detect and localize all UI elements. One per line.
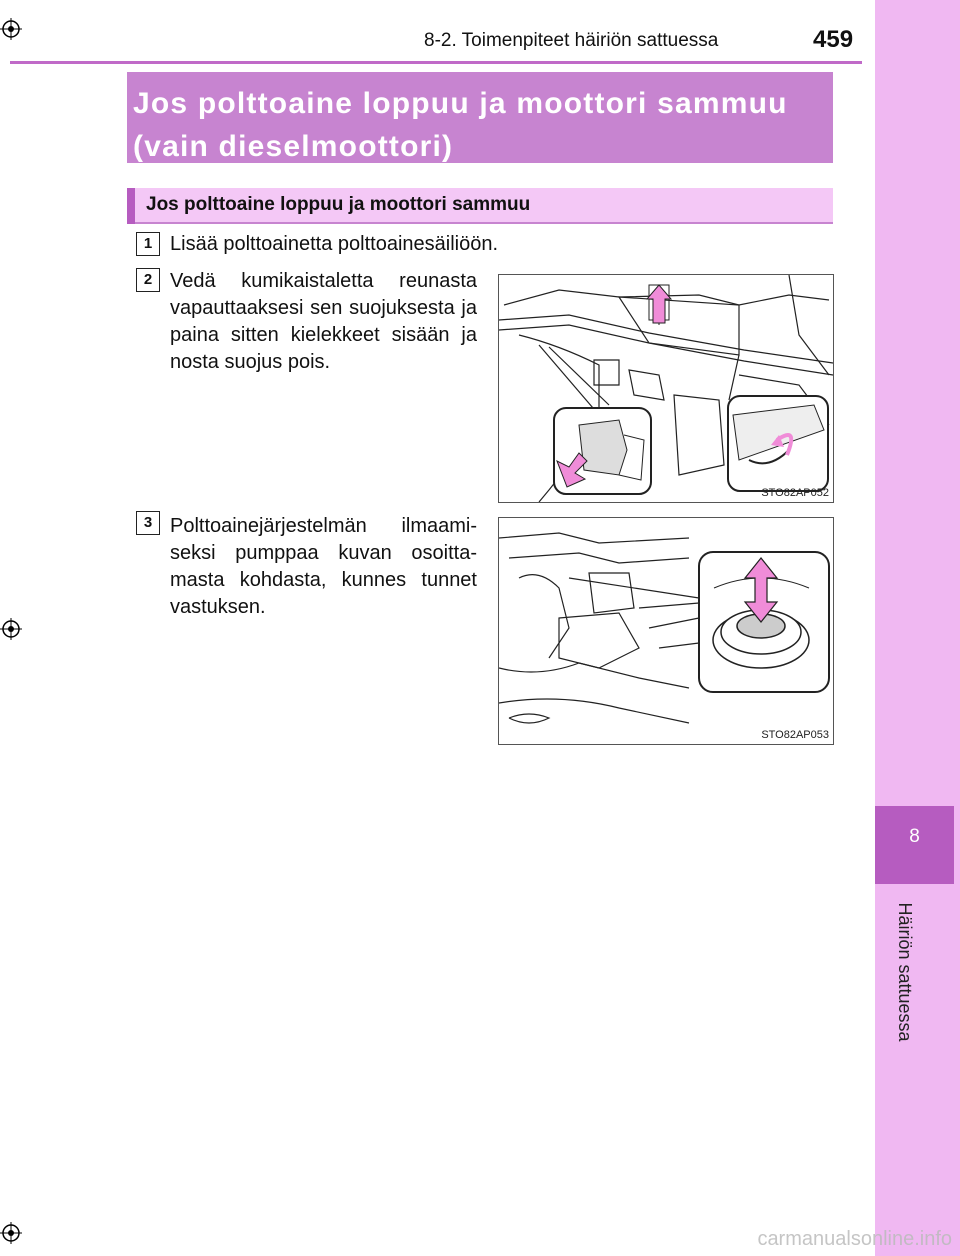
- chapter-title: Häiriön sattuessa: [895, 902, 915, 1042]
- engine-cover-clips-illustration-icon: [499, 275, 833, 502]
- page-title-line2: (vain dieselmoottori): [133, 130, 454, 163]
- subsection-title: Jos polttoaine loppuu ja moottori sammuu: [146, 194, 531, 215]
- footer-watermark: carmanualsonline.info: [757, 1228, 952, 1250]
- section-header: 8-2. Toimenpiteet häiriön sattuessa: [424, 30, 719, 51]
- step-text: Polttoainejärjestelmän ilmaami-seksi pumppaa kuvan osoitta-masta kohdasta, kunnes tunnet vastuksen.: [170, 515, 477, 618]
- fuel-priming-pump-illustration-icon: [499, 518, 833, 744]
- step-number: 3: [136, 511, 160, 535]
- registration-mark-icon: [0, 18, 22, 40]
- chapter-side-tab: [875, 0, 960, 1256]
- subsection-bar: [127, 188, 135, 224]
- registration-mark-icon: [0, 618, 22, 640]
- step-number: 1: [136, 232, 160, 256]
- page-title: [133, 82, 833, 168]
- figure-priming-pump: [498, 517, 834, 745]
- page-title-line1: Jos polttoaine loppuu ja moottori sammuu: [133, 87, 788, 120]
- figure-engine-cover: [498, 274, 834, 503]
- step-number: 2: [136, 268, 160, 292]
- registration-mark-icon: [0, 1222, 22, 1244]
- page-number: 459: [813, 26, 854, 53]
- figure-caption: STO82AP053: [761, 729, 829, 741]
- header-rule: [10, 61, 862, 64]
- step-text: Lisää polttoainetta polttoainesäiliöön.: [170, 233, 499, 255]
- chapter-number: 8: [909, 826, 920, 847]
- figure-caption: STO82AP052: [761, 487, 829, 499]
- step-text: Vedä kumikaistaletta reunasta vapauttaaksesi sen suojuksesta ja paina sitten kielekkeet sisään ja nosta suojus pois.: [170, 270, 477, 373]
